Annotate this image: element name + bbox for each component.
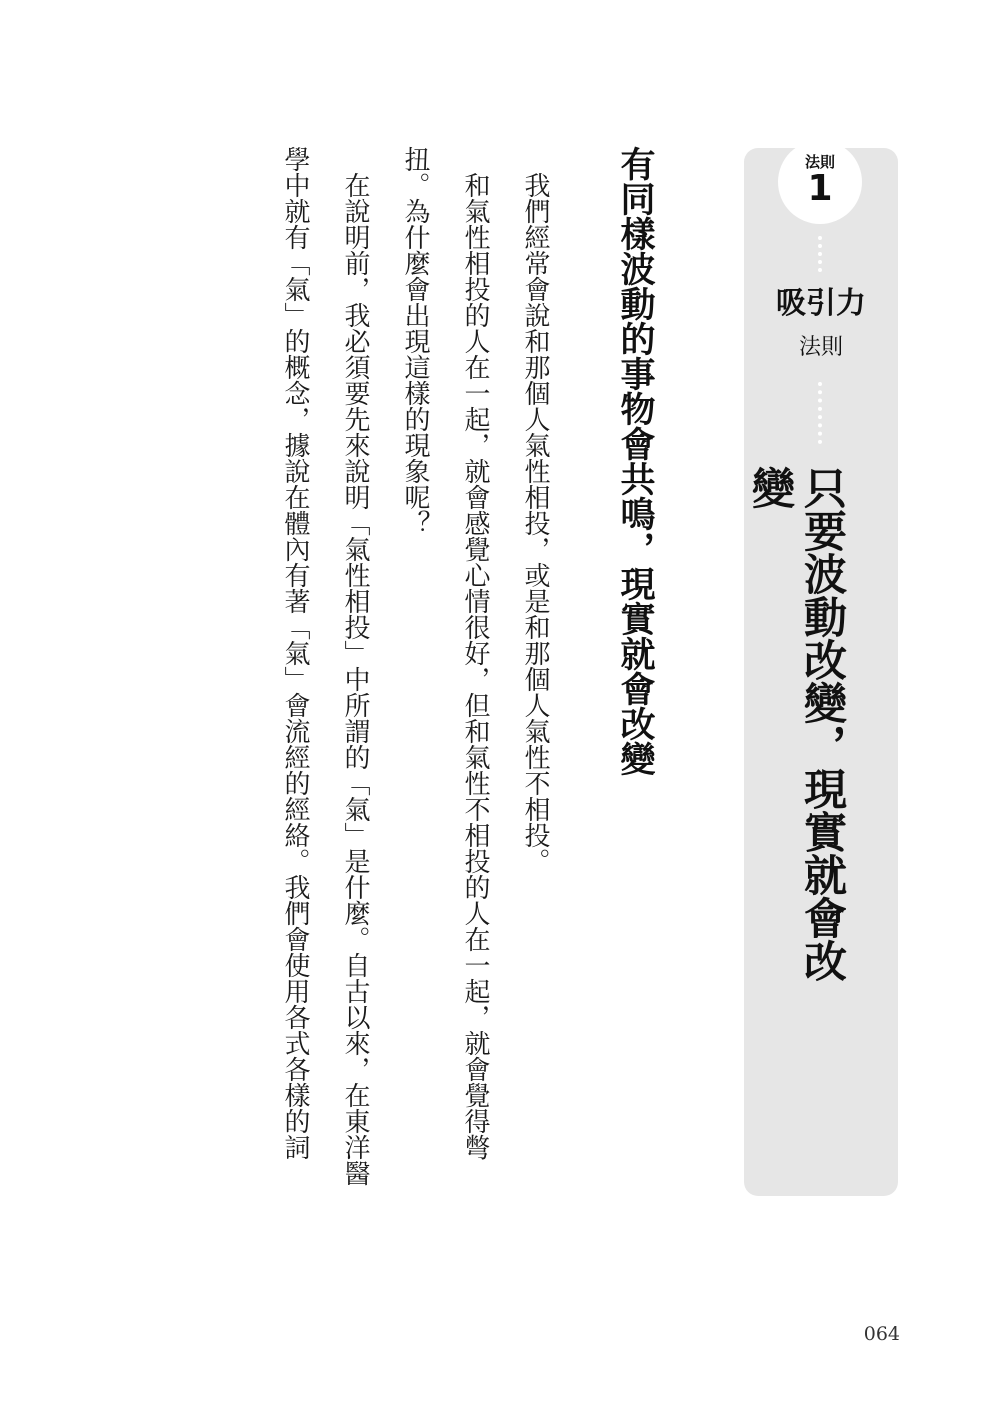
paragraph: 我們經常會說和那個人氣性相投，或是和那個人氣性不相投。: [520, 172, 550, 874]
chapter-panel: [744, 148, 898, 1196]
chapter-subtitle: 法則: [798, 335, 843, 360]
section-heading: 有同樣波動的事物會共鳴，現實就會改變: [615, 146, 655, 776]
dotted-divider: [818, 236, 826, 272]
paragraph: 在說明前，我必須要先來說明「氣性相投」中所謂的「氣」是什麼。自古以來，在東洋醫學中就有「氣」的概念，據說在體內有著「氣」會流經的經絡。我們會使用各式各樣的詞: [280, 146, 370, 1186]
page-number: 064: [863, 1323, 900, 1345]
law-badge-number: 1: [807, 168, 833, 209]
dotted-divider: [818, 382, 826, 444]
law-badge: [778, 140, 862, 224]
chapter-title: 吸引力: [776, 286, 866, 321]
law-badge-label: 法則: [804, 153, 835, 171]
chapter-heading: 只要波動改變，現實就會改變: [745, 466, 847, 982]
body-text: [165, 146, 565, 1206]
paragraph: 和氣性相投的人在一起，就會感覺心情很好，但和氣性不相投的人在一起，就會覺得彆扭。為什麼會出現這樣的現象呢？: [400, 146, 490, 1160]
